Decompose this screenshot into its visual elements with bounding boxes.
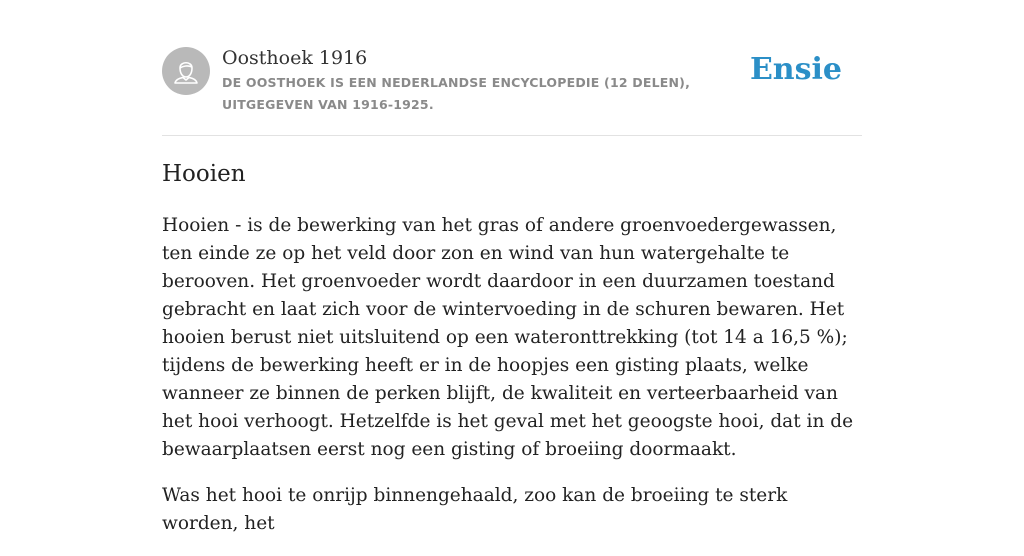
- brand-logo[interactable]: Ensie: [749, 52, 842, 87]
- article-paragraph: Was het hooi te onrijp binnengehaald, zoo kan de broeiing te sterk worden, het: [162, 485, 788, 534]
- page-container: [162, 0, 862, 534]
- article-body: [162, 212, 862, 556]
- source-description: DE OOSTHOEK IS EEN NEDERLANDSE ENCYCLOPEDIE (12 DELEN), UITGEGEVEN VAN 1916-1925.: [222, 75, 691, 112]
- article-title: Hooien: [162, 161, 246, 187]
- user-icon: [162, 47, 210, 95]
- article-paragraph: Hooien - is de bewerking van het gras of andere groenvoedergewassen, ten einde ze op het veld door zon en wind van hun watergehalte te berooven. Het groenvoeder wordt daardoor in een duurzamen toestand gebracht en laat zich voor de wintervoeding in de schuren bewaren. Het hooien berust niet uitsluitend op een wateronttrekking (tot 14 a 16,5 %); tijdens de bewerking heeft er in de hoopjes een gisting plaats, welke wanneer ze binnen de perken blijft, de kwaliteit en verteerbaarheid van het hooi verhoogt. Hetzelfde is het geval met het geoogste hooi, dat in de bewaarplaatsen eerst nog een gisting of broeiing doormaakt.: [162, 215, 854, 460]
- source-header: [162, 0, 862, 136]
- source-avatar[interactable]: [162, 47, 210, 95]
- source-title[interactable]: Oosthoek 1916: [222, 47, 368, 69]
